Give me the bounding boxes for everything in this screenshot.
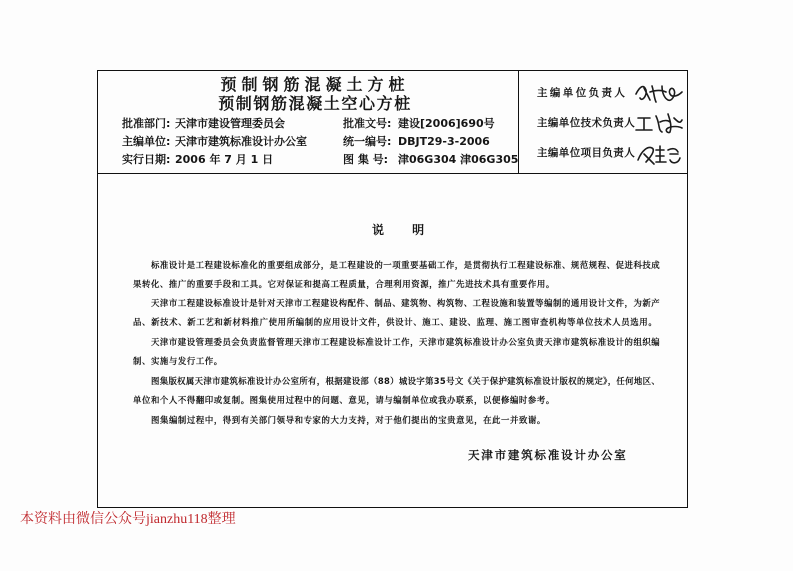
body-line: 天津市建设管理委员会负责监督管理天津市工程建设标准设计工作，天津市建筑标准设计办公室负责天津市建筑标准设计的组织编: [151, 337, 660, 347]
body-line: 图集编制过程中，得到有关部门领导和专家的大力支持，对于他们提出的宝贵意见，在此一并致谢。: [151, 415, 546, 425]
editor-unit-value: 天津市建筑标准设计办公室: [175, 135, 307, 148]
signature-technical-lead: [634, 110, 686, 136]
signature-chief-editor: [632, 80, 686, 106]
technical-lead-label: 主编单位技术负责人: [537, 117, 636, 129]
atlas-no-value: 津06G304 津06G305: [398, 153, 519, 166]
issuing-office: 天津市建筑标准设计办公室: [468, 448, 628, 462]
body-line: 标准设计是工程建设标准化的重要组成部分，是工程建设的一项重要基础工作，是贯彻执行工程建设标准、规范规程、促进科技成: [151, 260, 660, 270]
approval-dept-label: 批准部门:: [122, 117, 171, 130]
effective-date-value: 2006 年 7 月 1 日: [175, 153, 274, 166]
body-line: 图集版权属天津市建筑标准设计办公室所有，根据建设部（88）城设字第35号文《关于保护建筑标准设计版权的规定》，任何地区、: [151, 376, 660, 386]
watermark-text: 本资料由微信公众号jianzhu118整理: [20, 512, 236, 527]
project-lead-label: 主编单位项目负责人: [537, 147, 636, 159]
atlas-no-label: 图 集 号:: [343, 153, 389, 166]
approval-dept-value: 天津市建设管理委员会: [175, 117, 285, 130]
title-line-2: 预制钢筋混凝土空心方桩: [218, 94, 412, 113]
chief-editor-label: 主编单位负责人: [537, 87, 628, 99]
unified-no-label: 统一编号:: [343, 135, 392, 148]
title-line-1: 预制钢筋混凝土方桩: [220, 75, 410, 94]
body-line: 单位和个人不得翻印或复制。图集使用过程中的问题、意见，请与编制单位或我办联系，以便修编时参考。: [133, 395, 555, 405]
body-line: 果转化、推广的重要手段和工具。它对保证和提高工程质量，合理利用资源，推广先进技术具有重要作用。: [133, 279, 555, 289]
section-heading: 说 明: [372, 223, 437, 237]
approval-no-value: 建设[2006]690号: [398, 117, 495, 130]
body-line: 制、实施与发行工作。: [133, 356, 223, 366]
unified-no-value: DBJT29-3-2006: [398, 135, 490, 148]
body-line: 天津市工程建设标准设计是针对天津市工程建设构配件、制品、建筑物、构筑物、工程设施和装置等编制的通用设计文件，为新产: [151, 298, 660, 308]
editor-unit-label: 主编单位:: [122, 135, 171, 148]
signature-project-lead: [634, 140, 684, 168]
body-line: 品、新技术、新工艺和新材料推广使用所编制的应用设计文件，供设计、施工、建设、监理、施工图审查机构等单位技术人员选用。: [133, 317, 657, 327]
header-divider: [97, 173, 688, 174]
approval-no-label: 批准文号:: [343, 117, 392, 130]
effective-date-label: 实行日期:: [122, 153, 171, 166]
